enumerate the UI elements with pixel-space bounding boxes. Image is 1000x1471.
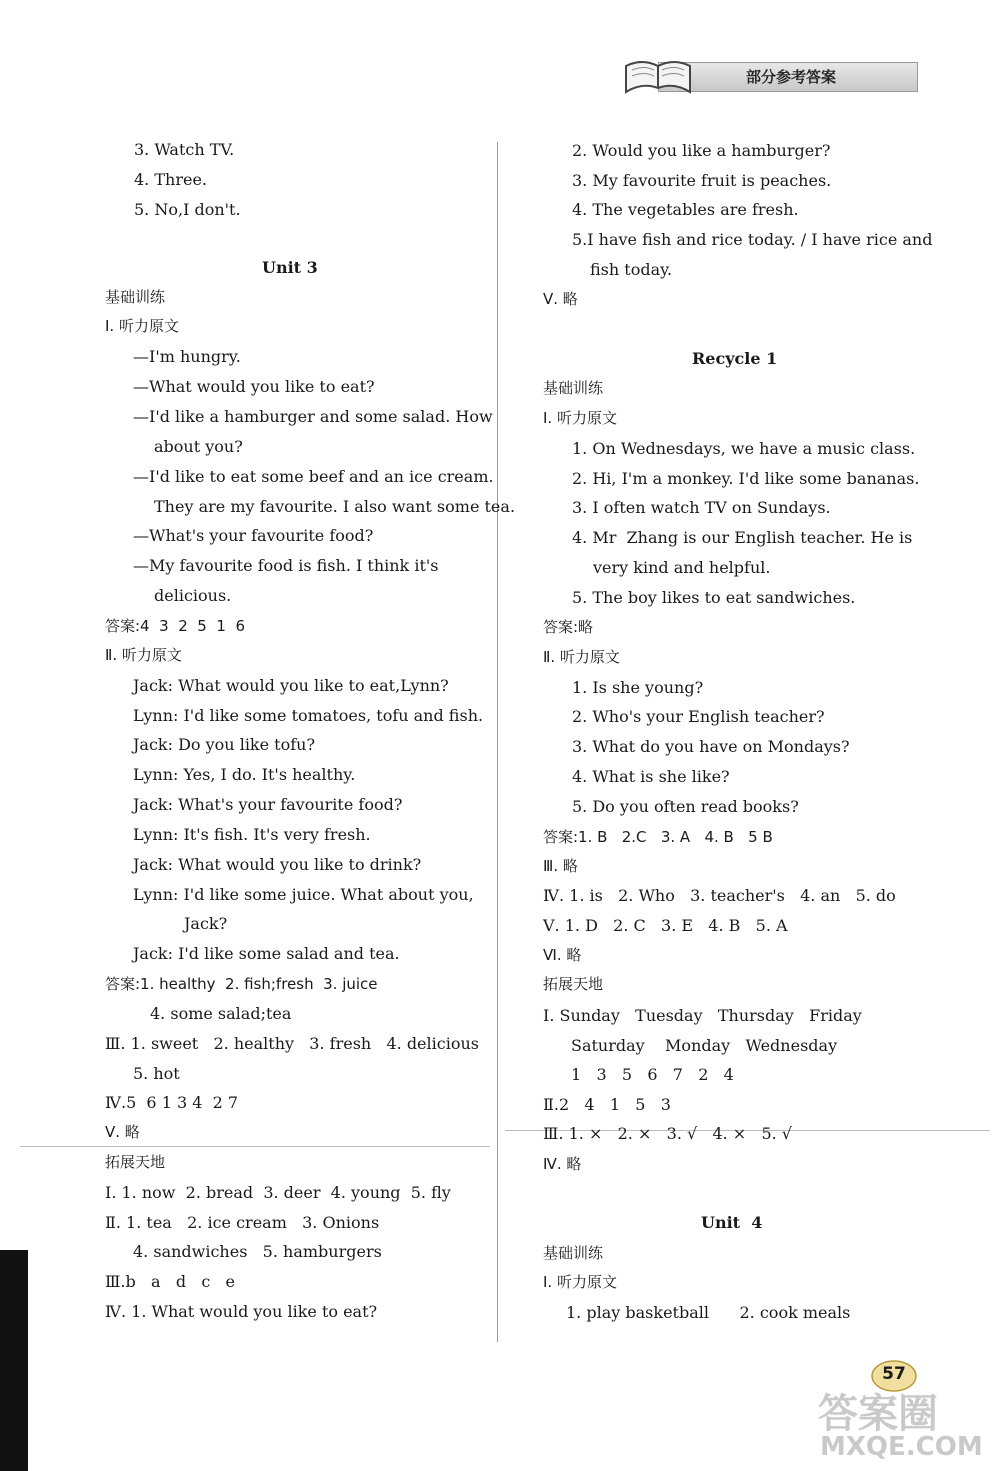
scan-edge-shadow bbox=[0, 1250, 28, 1471]
text-line: 5.I have fish and rice today. / I have rice and bbox=[572, 230, 933, 249]
question-heading: Ⅰ. 听力原文 bbox=[105, 317, 179, 335]
answer-line: Ⅰ. Sunday Tuesday Thursday Friday bbox=[543, 1006, 862, 1025]
answer-line: Ⅲ. 略 bbox=[543, 857, 578, 875]
answer-line: Ⅱ.2 4 1 5 3 bbox=[543, 1095, 671, 1114]
answer-line: Ⅳ.5 6 1 3 4 2 7 bbox=[105, 1093, 239, 1112]
text-line: Lynn: It's fish. It's very fresh. bbox=[133, 825, 371, 844]
text-line: 2. Who's your English teacher? bbox=[572, 707, 825, 726]
text-line: 1. On Wednesdays, we have a music class. bbox=[572, 439, 916, 458]
text-line: 4. The vegetables are fresh. bbox=[572, 200, 799, 219]
answer-line: Ⅵ. 略 bbox=[543, 946, 582, 964]
subsection-heading: 拓展天地 bbox=[105, 1153, 166, 1171]
text-line: 2. Hi, I'm a monkey. I'd like some bananas. bbox=[572, 469, 920, 488]
text-line: 3. My favourite fruit is peaches. bbox=[572, 171, 832, 190]
answer-line: 答案:1. healthy 2. fish;fresh 3. juice bbox=[105, 975, 378, 993]
text-line: Jack: What would you like to drink? bbox=[133, 855, 422, 874]
text-line: Lynn: Yes, I do. It's healthy. bbox=[133, 765, 356, 784]
subsection-heading: 基础训练 bbox=[105, 288, 166, 306]
text-line: —I'd like to eat some beef and an ice cream. bbox=[133, 467, 494, 486]
watermark-url: MXQE.COM bbox=[820, 1432, 983, 1462]
text-line: 4. Mr Zhang is our English teacher. He is bbox=[572, 528, 913, 547]
text-line: Lynn: I'd like some tomatoes, tofu and fish. bbox=[133, 706, 484, 725]
header-title: 部分参考答案 bbox=[746, 68, 837, 86]
answer-line: Ⅲ. 1. × 2. × 3. √ 4. × 5. √ bbox=[543, 1124, 792, 1143]
question-heading: Ⅱ. 听力原文 bbox=[105, 646, 182, 664]
text-line: 3. I often watch TV on Sundays. bbox=[572, 498, 831, 517]
text-line: Lynn: I'd like some juice. What about you, bbox=[133, 885, 474, 904]
answer-line: Ⅲ. 1. sweet 2. healthy 3. fresh 4. delicious bbox=[105, 1034, 479, 1053]
text-line: —My favourite food is fish. I think it's bbox=[133, 556, 439, 575]
section-heading: Unit 3 bbox=[262, 258, 318, 277]
text-line: They are my favourite. I also want some tea. bbox=[154, 497, 516, 516]
answer-line: Ⅳ. 1. What would you like to eat? bbox=[105, 1302, 378, 1321]
subsection-heading: 拓展天地 bbox=[543, 975, 604, 993]
page-header bbox=[618, 52, 916, 98]
text-line: delicious. bbox=[154, 586, 232, 605]
text-line: 4. some salad;tea bbox=[150, 1004, 292, 1023]
answer-line: Ⅳ. 1. is 2. Who 3. teacher's 4. an 5. do bbox=[543, 886, 896, 905]
section-heading: Recycle 1 bbox=[692, 349, 778, 368]
answer-line: Ⅴ. 略 bbox=[105, 1123, 140, 1141]
watermark-logo: 答案圈 bbox=[818, 1391, 938, 1437]
text-line: —I'd like a hamburger and some salad. How bbox=[133, 407, 493, 426]
text-line: 5. hot bbox=[133, 1064, 180, 1083]
question-heading: Ⅰ. 听力原文 bbox=[543, 1273, 617, 1291]
text-line: 1. play basketball 2. cook meals bbox=[566, 1303, 851, 1322]
text-line: —What's your favourite food? bbox=[133, 526, 374, 545]
text-line: Saturday Monday Wednesday bbox=[571, 1036, 838, 1055]
answer-line: Ⅳ. 略 bbox=[543, 1155, 582, 1173]
text-line: 1 3 5 6 7 2 4 bbox=[571, 1065, 734, 1084]
text-line: very kind and helpful. bbox=[593, 558, 771, 577]
text-line: Jack: Do you like tofu? bbox=[133, 735, 316, 754]
page-number: 57 bbox=[882, 1364, 906, 1384]
answer-line: Ⅴ. 略 bbox=[543, 290, 578, 308]
column-divider bbox=[497, 142, 498, 1342]
text-line: 4. What is she like? bbox=[572, 767, 730, 786]
text-line: 5. Do you often read books? bbox=[572, 797, 799, 816]
text-line: 3. Watch TV. bbox=[134, 140, 235, 159]
text-line: Jack: What's your favourite food? bbox=[133, 795, 403, 814]
open-book-icon bbox=[618, 52, 698, 98]
answer-line: 答案:略 bbox=[543, 618, 594, 636]
text-line: 2. Would you like a hamburger? bbox=[572, 141, 831, 160]
text-line: 4. Three. bbox=[134, 170, 207, 189]
subsection-heading: 基础训练 bbox=[543, 1244, 604, 1262]
text-line: 3. What do you have on Mondays? bbox=[572, 737, 850, 756]
text-line: about you? bbox=[154, 437, 243, 456]
text-line: Jack? bbox=[184, 914, 228, 933]
text-line: —I'm hungry. bbox=[133, 347, 241, 366]
question-heading: Ⅰ. 听力原文 bbox=[543, 409, 617, 427]
text-line: Jack: I'd like some salad and tea. bbox=[133, 944, 400, 963]
subsection-heading: 基础训练 bbox=[543, 379, 604, 397]
answer-line: Ⅱ. 1. tea 2. ice cream 3. Onions bbox=[105, 1213, 380, 1232]
text-line: 1. Is she young? bbox=[572, 678, 704, 697]
text-line: 5. No,I don't. bbox=[134, 200, 241, 219]
text-line: 5. The boy likes to eat sandwiches. bbox=[572, 588, 856, 607]
text-line: 4. sandwiches 5. hamburgers bbox=[133, 1242, 382, 1261]
text-line: Jack: What would you like to eat,Lynn? bbox=[133, 676, 449, 695]
answer-line: Ⅲ.b a d c e bbox=[105, 1272, 235, 1291]
answer-line: 答案:4 3 2 5 1 6 bbox=[105, 617, 245, 635]
answer-line: 答案:1. B 2.C 3. A 4. B 5 B bbox=[543, 828, 773, 846]
text-line: fish today. bbox=[590, 260, 673, 279]
answer-line: Ⅰ. 1. now 2. bread 3. deer 4. young 5. fly bbox=[105, 1183, 451, 1202]
section-heading: Unit 4 bbox=[701, 1213, 763, 1232]
question-heading: Ⅱ. 听力原文 bbox=[543, 648, 620, 666]
left-rule bbox=[20, 1146, 490, 1147]
text-line: —What would you like to eat? bbox=[133, 377, 375, 396]
answer-line: Ⅴ. 1. D 2. C 3. E 4. B 5. A bbox=[543, 916, 788, 935]
